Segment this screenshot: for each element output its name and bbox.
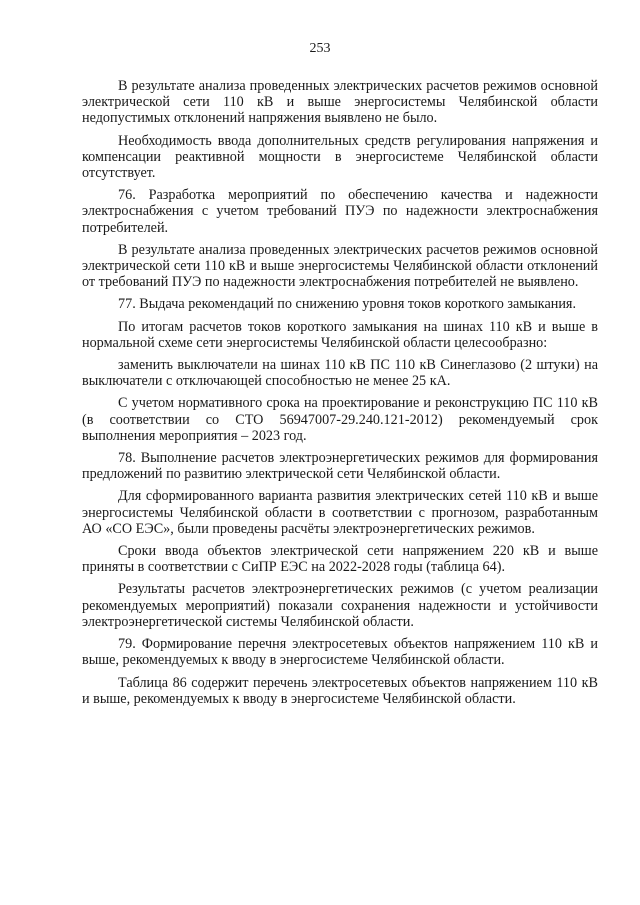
paragraph-4: В результате анализа проведенных электрических расчетов режимов основной электрической сети 110 кВ и выше энергосистемы Челябинской области отклонений от требований ПУЭ по надежности электроснабжения потребителей не выявлено. [82, 241, 598, 291]
paragraph-1: В результате анализа проведенных электрических расчетов режимов основной электрической сети 110 кВ и выше энергосистемы Челябинской области недопустимых отклонений напряжения выявлено не было. [82, 78, 598, 127]
section-79-heading: 79. Формирование перечня электросетевых объектов напряжением 110 кВ и выше, рекомендуемых к вводу в энергосистеме Челябинской области. [82, 636, 598, 669]
paragraph-10: Для сформированного варианта развития электрических сетей 110 кВ и выше энергосистемы Челябинской области в соответствии с прогнозом, разработанным АО «СО ЕЭС», были проведены расчёты электроэнергетических режимов. [82, 488, 598, 537]
paragraph-12: Результаты расчетов электроэнергетических режимов (с учетом реализации рекомендуемых мероприятий) показали сохранения надежности и устойчивости электроэнергетической системы Челябинской области. [82, 581, 598, 630]
document-body [82, 78, 598, 713]
paragraph-8: С учетом нормативного срока на проектирование и реконструкцию ПС 110 кВ (в соответствии со СТО 56947007-29.240.121-2012) рекомендуемый срок выполнения мероприятия – 2023 год. [82, 395, 598, 444]
page-number: 253 [309, 41, 331, 56]
section-77-heading: 77. Выдача рекомендаций по снижению уровня токов короткого замыкания. [118, 296, 576, 313]
paragraph-6: По итогам расчетов токов короткого замыкания на шинах 110 кВ и выше в нормальной схеме сети энергосистемы Челябинской области целесообразно: [82, 318, 598, 351]
section-76-heading: 76. Разработка мероприятий по обеспечению качества и надежности электроснабжения с учетом требований ПУЭ по надежности электроснабжения потребителей. [82, 187, 598, 236]
paragraph-11: Сроки ввода объектов электрической сети напряжением 220 кВ и выше приняты в соответствии с СиПР ЕЭС на 2022-2028 годы (таблица 64). [82, 543, 598, 576]
section-78-heading: 78. Выполнение расчетов электроэнергетических режимов для формирования предложений по развитию электрической сети Челябинской области. [82, 450, 598, 483]
paragraph-14: Таблица 86 содержит перечень электросетевых объектов напряжением 110 кВ и выше, рекомендуемых к вводу в энергосистеме Челябинской области. [82, 674, 598, 707]
paragraph-2: Необходимость ввода дополнительных средств регулирования напряжения и компенсации реактивной мощности в энергосистеме Челябинской области отсутствует. [82, 132, 598, 182]
paragraph-7: заменить выключатели на шинах 110 кВ ПС 110 кВ Синеглазово (2 штуки) на выключатели с отключающей способностью не менее 25 кА. [82, 357, 598, 390]
